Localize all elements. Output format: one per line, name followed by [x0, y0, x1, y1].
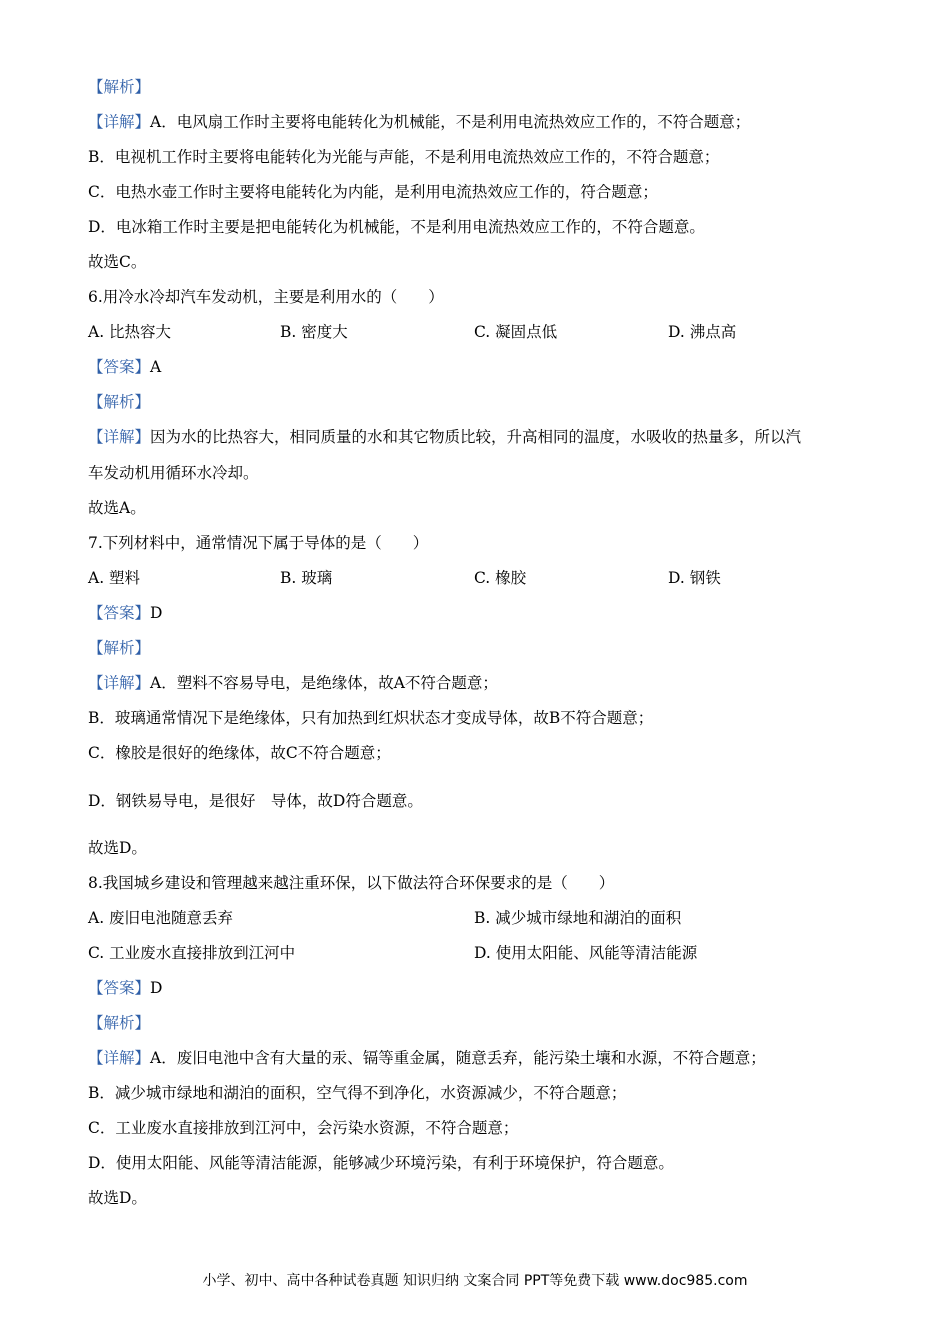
answer-line: [88, 603, 162, 623]
detail-text: 因为水的比热容大，相同质量的水和其它物质比较，升高相同的温度，水吸收的热量多，所以汽: [150, 428, 802, 446]
question-stem: 7.下列材料中，通常情况下属于导体的是（ ）: [88, 534, 429, 552]
option-d: D. 沸点高: [668, 323, 737, 341]
detail-line: C．橡胶是很好的绝缘体，故C不符合题意；: [88, 744, 391, 762]
analysis-heading: 【解析】: [88, 78, 151, 96]
question-stem: 6.用冷水冷却汽车发动机，主要是利用水的（ ）: [88, 288, 444, 306]
detail-line: D．钢铁易导电，是很好 导体，故D符合题意。: [88, 792, 423, 810]
detail-line: 车发动机用循环水冷却。: [88, 464, 259, 482]
option-c: C. 橡胶: [474, 569, 527, 587]
detail-line: D．使用太阳能、风能等清洁能源，能够减少环境污染，有利于环境保护，符合题意。: [88, 1154, 674, 1172]
detail-line: B．玻璃通常情况下是绝缘体，只有加热到红炽状态才变成导体，故B不符合题意；: [88, 709, 654, 727]
answer-tag: 【答案】: [88, 604, 151, 622]
answer-line: [88, 357, 161, 377]
conclusion: 故选D。: [88, 839, 147, 857]
conclusion: 故选C。: [88, 253, 147, 271]
footer-promo: 小学、初中、高中各种试卷真题 知识归纳 文案合同 PPT等免费下载 www.doc985.com: [202, 1273, 748, 1289]
option-a: A. 废旧电池随意丢弃: [88, 909, 234, 927]
detail-line: C．电热水壶工作时主要将电能转化为内能，是利用电流热效应工作的，符合题意；: [88, 183, 658, 201]
conclusion: 故选A。: [88, 499, 146, 517]
option-c: C. 凝固点低: [474, 323, 558, 341]
detail-line: [88, 673, 498, 693]
analysis-heading: 【解析】: [88, 393, 151, 411]
detail-text: A．电风扇工作时主要将电能转化为机械能，不是利用电流热效应工作的，不符合题意；: [150, 113, 751, 131]
answer-line: [88, 978, 162, 998]
answer-tag: 【答案】: [88, 979, 151, 997]
analysis-heading: 【解析】: [88, 1014, 151, 1032]
option-a: A. 塑料: [88, 569, 141, 587]
option-b: B. 减少城市绿地和湖泊的面积: [474, 909, 682, 927]
option-c: C. 工业废水直接排放到江河中: [88, 944, 296, 962]
detail-text: A．塑料不容易导电，是绝缘体，故A不符合题意；: [150, 674, 498, 692]
detail-line: C．工业废水直接排放到江河中，会污染水资源，不符合题意；: [88, 1119, 519, 1137]
detail-line: B．减少城市绿地和湖泊的面积，空气得不到净化，水资源减少，不符合题意；: [88, 1084, 627, 1102]
detail-tag: 【详解】: [88, 113, 151, 131]
detail-line: D．电冰箱工作时主要是把电能转化为机械能，不是利用电流热效应工作的，不符合题意。: [88, 218, 705, 236]
answer-value: D: [150, 604, 163, 622]
detail-tag: 【详解】: [88, 428, 151, 446]
conclusion: 故选D。: [88, 1189, 147, 1207]
answer-tag: 【答案】: [88, 358, 151, 376]
analysis-heading: 【解析】: [88, 639, 151, 657]
detail-tag: 【详解】: [88, 674, 151, 692]
detail-line: [88, 427, 801, 447]
option-b: B. 密度大: [280, 323, 348, 341]
question-stem: 8.我国城乡建设和管理越来越注重环保，以下做法符合环保要求的是（ ）: [88, 874, 615, 892]
option-a: A. 比热容大: [88, 323, 172, 341]
answer-value: D: [150, 979, 163, 997]
detail-line: [88, 112, 750, 132]
option-b: B. 玻璃: [280, 569, 333, 587]
detail-line: [88, 1048, 766, 1068]
detail-line: B．电视机工作时主要将电能转化为光能与声能，不是利用电流热效应工作的，不符合题意；: [88, 148, 720, 166]
option-d: D. 钢铁: [668, 569, 721, 587]
detail-tag: 【详解】: [88, 1049, 151, 1067]
answer-value: A: [150, 358, 162, 376]
option-d: D. 使用太阳能、风能等清洁能源: [474, 944, 698, 962]
detail-text: A．废旧电池中含有大量的汞、镉等重金属，随意丢弃，能污染土壤和水源，不符合题意；: [150, 1049, 766, 1067]
